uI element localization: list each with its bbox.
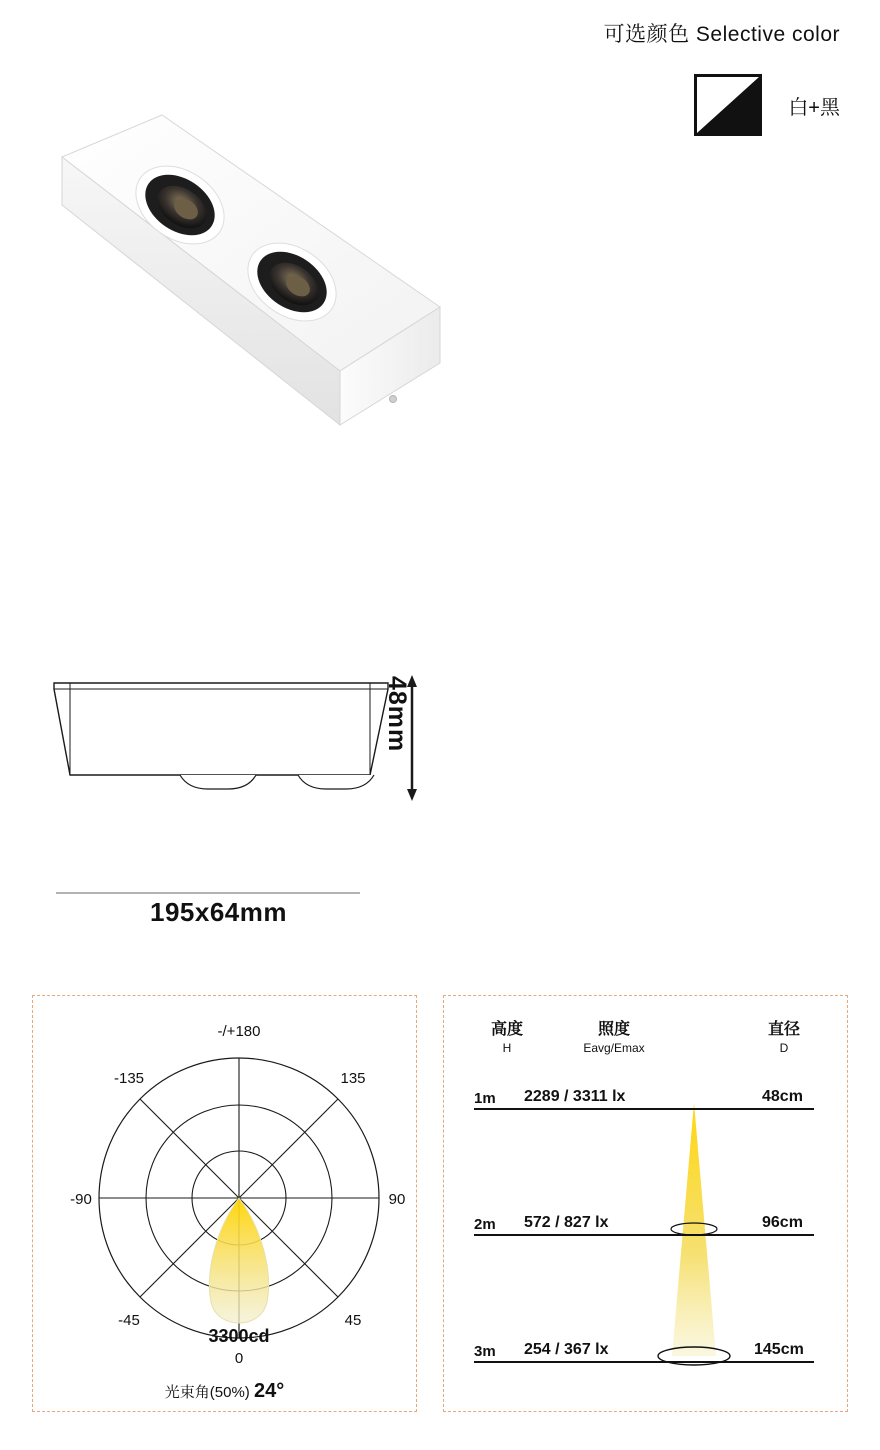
header-height bbox=[472, 1016, 542, 1055]
header-height-en: H bbox=[502, 1041, 512, 1055]
row-3-diameter: 145cm bbox=[754, 1341, 804, 1358]
beam-angle-value: 24 bbox=[253, 1380, 277, 1402]
polar-intensity-label: 3300cd bbox=[208, 1326, 270, 1346]
row-3-height: 3m bbox=[474, 1343, 496, 1360]
polar-label-right: 90 bbox=[388, 1191, 406, 1208]
row-line-2 bbox=[474, 1234, 814, 1236]
row-2-diameter: 96cm bbox=[762, 1214, 803, 1231]
product-photo bbox=[40, 95, 480, 485]
polar-label-left: -90 bbox=[70, 1191, 92, 1208]
header-illuminance bbox=[544, 1016, 684, 1055]
row-1-height: 1m bbox=[474, 1090, 496, 1107]
header-illum-cn: 照度 bbox=[597, 1021, 630, 1038]
header-diameter bbox=[744, 1016, 824, 1055]
polar-label-lower-left: -45 bbox=[118, 1312, 140, 1329]
polar-label-upper-left: -135 bbox=[113, 1070, 145, 1087]
color-swatch-row bbox=[694, 74, 840, 136]
header-diameter-en: D bbox=[779, 1041, 789, 1055]
size-dimension-label: 195x64mm bbox=[150, 897, 287, 927]
white-black-swatch-icon[interactable] bbox=[694, 74, 762, 136]
row-line-3 bbox=[474, 1361, 814, 1363]
polar-label-bottom: 0 bbox=[234, 1350, 244, 1367]
beam-angle-unit: ° bbox=[276, 1380, 285, 1402]
height-dimension-label: 48mm bbox=[383, 676, 411, 753]
illuminance-panel bbox=[443, 995, 848, 1412]
row-1-diameter: 48cm bbox=[762, 1088, 803, 1105]
row-line-1 bbox=[474, 1108, 814, 1110]
product-illustration bbox=[40, 95, 480, 485]
polar-diagram bbox=[33, 996, 416, 1368]
row-3-value: 254 / 367 lx bbox=[524, 1341, 609, 1358]
polar-label-upper-right: 135 bbox=[340, 1070, 366, 1087]
row-1-value: 2289 / 3311 lx bbox=[524, 1088, 626, 1105]
header-height-cn: 高度 bbox=[490, 1021, 523, 1038]
polar-label-lower-right: 45 bbox=[344, 1312, 362, 1329]
beam-angle-note bbox=[33, 1380, 416, 1403]
selective-color-title: 可选颜色 Selective color bbox=[603, 23, 840, 46]
row-2-value: 572 / 827 lx bbox=[524, 1214, 609, 1231]
header-illum-en: Eavg/Emax bbox=[583, 1041, 645, 1055]
header-diameter-cn: 直径 bbox=[767, 1021, 800, 1038]
polar-label-top: -/+180 bbox=[217, 1023, 261, 1040]
polar-diagram-panel bbox=[32, 995, 417, 1412]
row-2-height: 2m bbox=[474, 1216, 496, 1233]
swatch-label: 白+黑 bbox=[788, 96, 840, 119]
beam-angle-text: 光束角(50%) bbox=[164, 1384, 250, 1401]
